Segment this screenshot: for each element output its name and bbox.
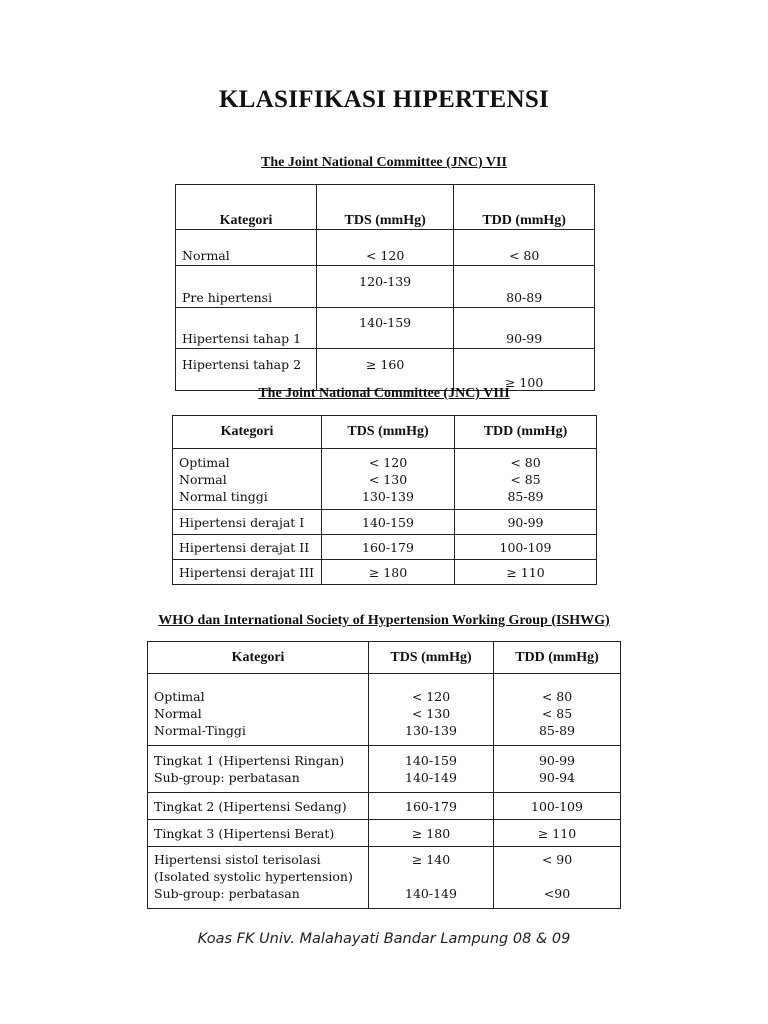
table-row: [148, 674, 621, 746]
header-tds: TDS (mmHg): [322, 416, 455, 449]
table-row: [176, 230, 595, 266]
cell-line: Optimal: [154, 689, 205, 704]
cell-tds: 120-139: [317, 266, 454, 308]
cell-tds: ≥ 180: [369, 820, 494, 847]
cell-tdd-group: [494, 847, 621, 909]
header-kategori: Kategori: [173, 416, 322, 449]
cell-tds-group: [369, 746, 494, 793]
cell-tds: 160-179: [369, 793, 494, 820]
cell-line: 130-139: [362, 489, 414, 504]
table-row: [176, 308, 595, 349]
cell-tds-group: [369, 847, 494, 909]
cell-line: ≥ 140: [411, 852, 451, 867]
cell-line: < 130: [411, 706, 451, 721]
cell-line: Optimal: [179, 455, 230, 470]
page-title: KLASIFIKASI HIPERTENSI: [218, 86, 550, 113]
table-row: [173, 535, 597, 560]
cell-kategori: Pre hipertensi: [176, 266, 317, 308]
cell-tds: ≥ 160: [317, 349, 454, 391]
cell-kategori: Hipertensi derajat I: [173, 510, 322, 535]
cell-tdd: 90-99: [454, 308, 595, 349]
cell-kategori-group: [173, 449, 322, 510]
jnc8-table: [172, 415, 597, 585]
cell-line: Normal: [179, 472, 227, 487]
footer-credit: Koas FK Univ. Malahayati Bandar Lampung 08 & 09: [197, 931, 571, 947]
table-row: [173, 560, 597, 585]
cell-line: 85-89: [538, 723, 576, 738]
header-kategori: Kategori: [148, 642, 369, 674]
cell-line: < 130: [368, 472, 408, 487]
cell-line: Hipertensi sistol terisolasi: [154, 852, 321, 867]
cell-line: <90: [543, 886, 571, 901]
cell-line: < 120: [411, 689, 451, 704]
cell-line: Normal: [154, 706, 202, 721]
cell-kategori: Hipertensi tahap 1: [176, 308, 317, 349]
cell-line: 140-149: [405, 886, 457, 901]
cell-kategori: Normal: [176, 230, 317, 266]
cell-tdd-group: [455, 449, 597, 510]
cell-tds-group: [369, 674, 494, 746]
table-row: [148, 746, 621, 793]
header-tds: TDS (mmHg): [317, 185, 454, 230]
cell-line: < 85: [510, 472, 541, 487]
cell-tdd: 90-99: [455, 510, 597, 535]
cell-line: < 90: [541, 852, 573, 867]
jnc7-caption: The Joint National Committee (JNC) VII: [261, 155, 507, 170]
cell-kategori-group: [148, 746, 369, 793]
header-tdd: TDD (mmHg): [494, 642, 621, 674]
cell-tdd: ≥ 110: [455, 560, 597, 585]
cell-line: 90-94: [538, 770, 576, 785]
cell-tdd-group: [494, 746, 621, 793]
cell-line: 85-89: [507, 489, 544, 504]
cell-line: < 80: [541, 689, 573, 704]
cell-tdd: 100-109: [455, 535, 597, 560]
cell-tds: 140-159: [317, 308, 454, 349]
cell-tdd: ≥ 100: [454, 349, 595, 391]
cell-kategori: Hipertensi derajat III: [173, 560, 322, 585]
table-row: [176, 266, 595, 308]
cell-kategori: Tingkat 2 (Hipertensi Sedang): [148, 793, 369, 820]
header-tdd: TDD (mmHg): [455, 416, 597, 449]
cell-line: (Isolated systolic hypertension): [154, 869, 353, 884]
table-header-row: [173, 416, 597, 449]
cell-line: 140-149: [405, 770, 457, 785]
table-row: [173, 510, 597, 535]
who-caption: WHO dan International Society of Hypertension Working Group (ISHWG): [158, 613, 610, 628]
cell-line: < 120: [368, 455, 408, 470]
cell-kategori: Hipertensi derajat II: [173, 535, 322, 560]
cell-kategori-group: [148, 847, 369, 909]
cell-line: Sub-group: perbatasan: [154, 770, 300, 785]
cell-tds: 140-159: [322, 510, 455, 535]
cell-tdd: ≥ 110: [494, 820, 621, 847]
cell-tds: < 120: [317, 230, 454, 266]
cell-line: [375, 868, 487, 885]
cell-line: 130-139: [405, 723, 457, 738]
cell-line: < 85: [541, 706, 573, 721]
cell-tds: ≥ 180: [322, 560, 455, 585]
table-row: [148, 847, 621, 909]
header-tdd: TDD (mmHg): [454, 185, 595, 230]
cell-kategori: Tingkat 3 (Hipertensi Berat): [148, 820, 369, 847]
cell-tdd-group: [494, 674, 621, 746]
who-table: [147, 641, 621, 909]
table-row: [148, 820, 621, 847]
cell-line: Sub-group: perbatasan: [154, 886, 300, 901]
cell-tdd: 80-89: [454, 266, 595, 308]
table-header-row: [176, 185, 595, 230]
cell-tdd: < 80: [454, 230, 595, 266]
cell-line: < 80: [510, 455, 541, 470]
cell-tdd: 100-109: [494, 793, 621, 820]
header-kategori: Kategori: [176, 185, 317, 230]
cell-kategori-group: [148, 674, 369, 746]
cell-line: [500, 868, 614, 885]
cell-kategori: Hipertensi tahap 2: [176, 349, 317, 391]
cell-line: Normal tinggi: [179, 489, 268, 504]
cell-line: 90-99: [538, 753, 576, 768]
table-header-row: [148, 642, 621, 674]
cell-line: Tingkat 1 (Hipertensi Ringan): [154, 753, 345, 768]
jnc7-table: [175, 184, 595, 391]
jnc8-caption: The Joint National Committee (JNC) VIII: [258, 386, 510, 401]
table-row: [176, 349, 595, 391]
cell-line: 140-159: [405, 753, 457, 768]
cell-tds: 160-179: [322, 535, 455, 560]
cell-tds-group: [322, 449, 455, 510]
header-tds: TDS (mmHg): [369, 642, 494, 674]
table-row: [173, 449, 597, 510]
cell-line: Normal-Tinggi: [154, 723, 246, 738]
table-row: [148, 793, 621, 820]
